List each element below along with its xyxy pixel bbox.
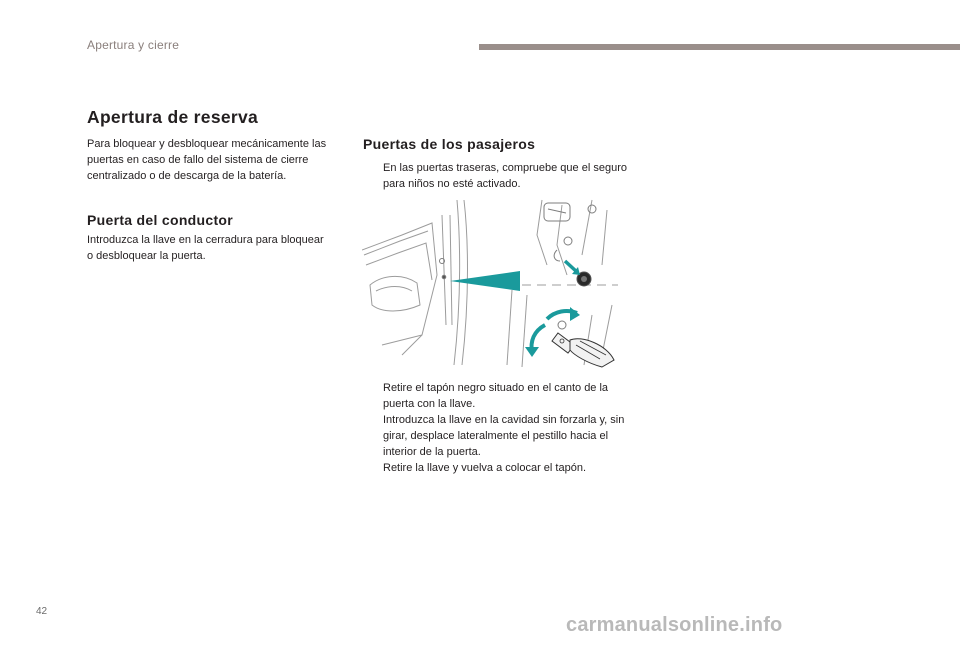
list-item-text: Introduzca la llave en la cavidad sin forzarla y, sin girar, desplace lateralmente el pestillo hacia el interior de la puerta. [383,414,625,458]
passengers-intro-list [363,160,628,192]
driver-paragraph: Introduzca la llave en la cerradura para bloquear o desbloquear la puerta. [87,234,324,262]
list-item [363,380,628,412]
page-title: Apertura de reserva [87,107,259,127]
header-bar [479,44,960,50]
list-item-text: Retire la llave y vuelva a colocar el tapón. [383,462,586,474]
list-item [363,412,628,460]
intro-paragraph: Para bloquear y desbloquear mecánicamente las puertas en caso de fallo del sistema de cierre centralizado o de descarga de la batería. [87,138,327,182]
page-number: 42 [36,606,48,617]
list-item-text: Retire el tapón negro situado en el canto de la puerta con la llave. [383,382,609,410]
passengers-heading: Puertas de los pasajeros [363,136,536,152]
door-lock-illustration [362,195,618,370]
watermark: carmanualsonline.info [566,614,783,636]
list-item [363,460,628,476]
list-item-text: En las puertas traseras, compruebe que el seguro para niños no esté activado. [383,162,627,190]
passengers-steps-list [363,380,628,476]
driver-heading: Puerta del conductor [87,212,234,228]
list-item [363,160,628,192]
section-label: Apertura y cierre [87,38,180,52]
